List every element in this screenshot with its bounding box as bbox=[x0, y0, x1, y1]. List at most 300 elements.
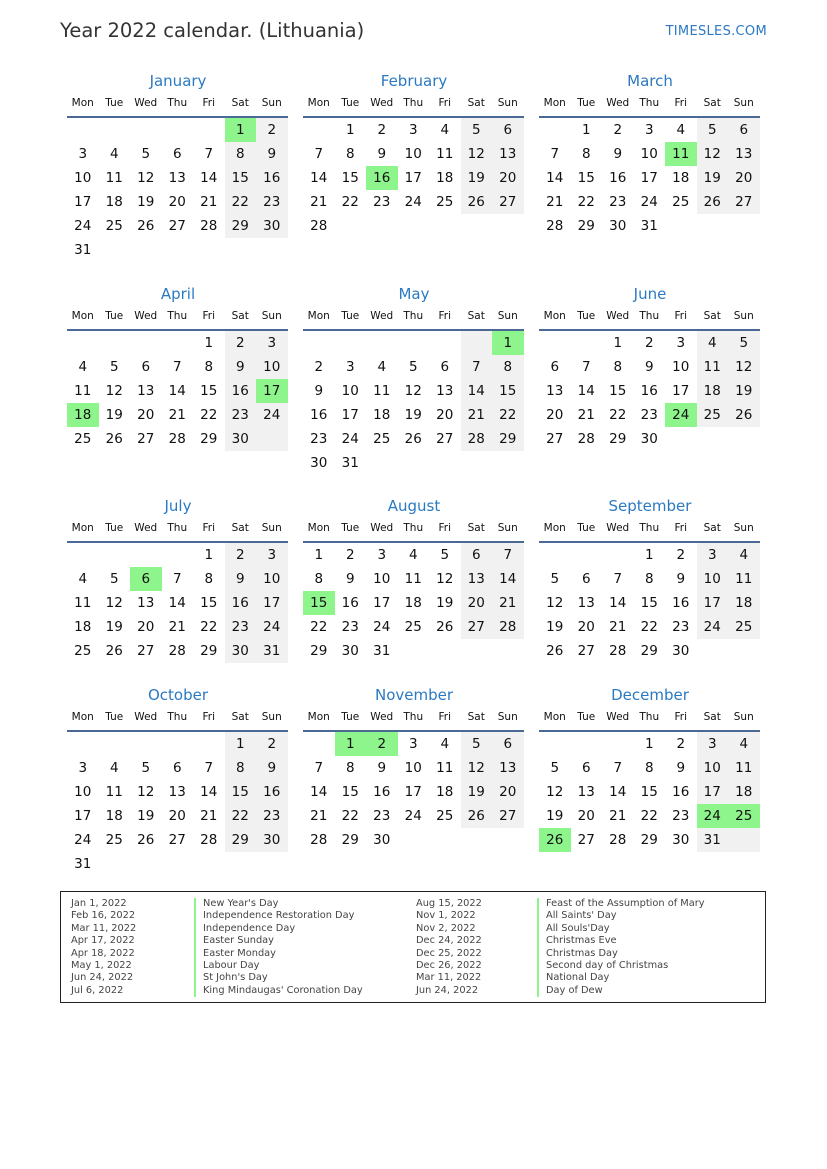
day-cell[interactable]: 7 bbox=[204, 760, 214, 776]
day-cell[interactable]: 6 bbox=[503, 122, 513, 138]
day-cell[interactable]: 19 bbox=[404, 407, 422, 423]
day-cell[interactable]: 26 bbox=[436, 619, 454, 635]
day-cell[interactable]: 28 bbox=[200, 832, 218, 848]
day-cell[interactable]: 29 bbox=[640, 832, 658, 848]
day-cell[interactable]: 27 bbox=[467, 619, 485, 635]
day-cell[interactable]: 6 bbox=[172, 760, 182, 776]
day-cell[interactable]: 9 bbox=[377, 760, 387, 776]
day-cell[interactable]: 28 bbox=[310, 832, 328, 848]
day-cell[interactable]: 29 bbox=[310, 643, 328, 659]
day-cell[interactable]: 17 bbox=[74, 194, 92, 210]
day-cell[interactable]: 28 bbox=[168, 431, 186, 447]
day-cell[interactable]: 8 bbox=[314, 571, 324, 587]
day-cell[interactable]: 29 bbox=[231, 218, 249, 234]
day-cell[interactable]: 3 bbox=[78, 760, 88, 776]
day-cell[interactable]: 18 bbox=[436, 170, 454, 186]
day-cell[interactable]: 16 bbox=[263, 170, 281, 186]
day-cell[interactable]: 4 bbox=[109, 760, 119, 776]
day-cell[interactable]: 7 bbox=[503, 547, 513, 563]
day-cell[interactable]: 10 bbox=[404, 146, 422, 162]
day-cell[interactable]: 28 bbox=[609, 832, 627, 848]
day-cell[interactable]: 19 bbox=[137, 194, 155, 210]
day-cell[interactable]: 8 bbox=[204, 571, 214, 587]
day-cell[interactable]: 27 bbox=[137, 431, 155, 447]
day-cell[interactable]: 23 bbox=[640, 407, 658, 423]
day-cell[interactable]: 21 bbox=[499, 595, 517, 611]
day-cell[interactable]: 16 bbox=[310, 407, 328, 423]
day-cell[interactable]: 4 bbox=[408, 547, 418, 563]
day-cell[interactable]: 9 bbox=[235, 359, 245, 375]
day-cell[interactable]: 13 bbox=[499, 146, 517, 162]
day-cell[interactable]: 15 bbox=[231, 170, 249, 186]
day-cell[interactable]: 29 bbox=[200, 431, 218, 447]
day-cell[interactable]: 23 bbox=[263, 194, 281, 210]
day-cell[interactable]: 27 bbox=[436, 431, 454, 447]
day-cell[interactable]: 28 bbox=[499, 619, 517, 635]
holiday-day-cell[interactable]: 16 bbox=[366, 166, 398, 190]
day-cell[interactable]: 19 bbox=[735, 383, 753, 399]
day-cell[interactable]: 7 bbox=[471, 359, 481, 375]
day-cell[interactable]: 29 bbox=[200, 643, 218, 659]
day-cell[interactable]: 12 bbox=[546, 784, 564, 800]
day-cell[interactable]: 27 bbox=[168, 832, 186, 848]
holiday-day-cell[interactable]: 18 bbox=[67, 403, 99, 427]
day-cell[interactable]: 17 bbox=[373, 595, 391, 611]
day-cell[interactable]: 25 bbox=[373, 431, 391, 447]
day-cell[interactable]: 27 bbox=[735, 194, 753, 210]
day-cell[interactable]: 26 bbox=[467, 194, 485, 210]
day-cell[interactable]: 5 bbox=[471, 122, 481, 138]
day-cell[interactable]: 15 bbox=[609, 383, 627, 399]
day-cell[interactable]: 3 bbox=[676, 335, 686, 351]
day-cell[interactable]: 25 bbox=[74, 643, 92, 659]
day-cell[interactable]: 9 bbox=[345, 571, 355, 587]
day-cell[interactable]: 22 bbox=[640, 808, 658, 824]
holiday-day-cell[interactable]: 1 bbox=[225, 118, 257, 142]
day-cell[interactable]: 4 bbox=[440, 736, 450, 752]
day-cell[interactable]: 5 bbox=[109, 571, 119, 587]
day-cell[interactable]: 8 bbox=[204, 359, 214, 375]
day-cell[interactable]: 13 bbox=[735, 146, 753, 162]
day-cell[interactable]: 20 bbox=[168, 808, 186, 824]
day-cell[interactable]: 13 bbox=[577, 595, 595, 611]
day-cell[interactable]: 31 bbox=[263, 643, 281, 659]
day-cell[interactable]: 29 bbox=[499, 431, 517, 447]
day-cell[interactable]: 6 bbox=[440, 359, 450, 375]
day-cell[interactable]: 27 bbox=[577, 832, 595, 848]
holiday-day-cell[interactable]: 24 bbox=[697, 804, 729, 828]
day-cell[interactable]: 12 bbox=[105, 383, 123, 399]
day-cell[interactable]: 11 bbox=[436, 760, 454, 776]
day-cell[interactable]: 22 bbox=[200, 619, 218, 635]
day-cell[interactable]: 23 bbox=[310, 431, 328, 447]
day-cell[interactable]: 17 bbox=[703, 595, 721, 611]
day-cell[interactable]: 8 bbox=[613, 359, 623, 375]
day-cell[interactable]: 23 bbox=[373, 808, 391, 824]
day-cell[interactable]: 30 bbox=[263, 832, 281, 848]
day-cell[interactable]: 18 bbox=[735, 784, 753, 800]
day-cell[interactable]: 30 bbox=[341, 643, 359, 659]
day-cell[interactable]: 9 bbox=[676, 571, 686, 587]
day-cell[interactable]: 2 bbox=[267, 736, 277, 752]
day-cell[interactable]: 21 bbox=[609, 808, 627, 824]
day-cell[interactable]: 22 bbox=[577, 194, 595, 210]
day-cell[interactable]: 18 bbox=[373, 407, 391, 423]
holiday-day-cell[interactable]: 1 bbox=[492, 331, 524, 355]
day-cell[interactable]: 14 bbox=[310, 170, 328, 186]
day-cell[interactable]: 25 bbox=[672, 194, 690, 210]
day-cell[interactable]: 22 bbox=[640, 619, 658, 635]
day-cell[interactable]: 25 bbox=[74, 431, 92, 447]
day-cell[interactable]: 29 bbox=[640, 643, 658, 659]
day-cell[interactable]: 13 bbox=[168, 784, 186, 800]
day-cell[interactable]: 11 bbox=[735, 571, 753, 587]
day-cell[interactable]: 4 bbox=[707, 335, 717, 351]
day-cell[interactable]: 23 bbox=[231, 619, 249, 635]
day-cell[interactable]: 30 bbox=[609, 218, 627, 234]
day-cell[interactable]: 31 bbox=[74, 856, 92, 872]
day-cell[interactable]: 18 bbox=[105, 808, 123, 824]
day-cell[interactable]: 27 bbox=[546, 431, 564, 447]
day-cell[interactable]: 7 bbox=[314, 760, 324, 776]
holiday-day-cell[interactable]: 11 bbox=[665, 142, 697, 166]
day-cell[interactable]: 17 bbox=[74, 808, 92, 824]
day-cell[interactable]: 2 bbox=[676, 547, 686, 563]
day-cell[interactable]: 17 bbox=[263, 595, 281, 611]
day-cell[interactable]: 21 bbox=[577, 407, 595, 423]
day-cell[interactable]: 12 bbox=[467, 760, 485, 776]
day-cell[interactable]: 7 bbox=[172, 571, 182, 587]
day-cell[interactable]: 8 bbox=[644, 760, 654, 776]
day-cell[interactable]: 24 bbox=[404, 194, 422, 210]
day-cell[interactable]: 5 bbox=[707, 122, 717, 138]
day-cell[interactable]: 6 bbox=[503, 736, 513, 752]
day-cell[interactable]: 17 bbox=[672, 383, 690, 399]
holiday-day-cell[interactable]: 24 bbox=[665, 403, 697, 427]
day-cell[interactable]: 4 bbox=[739, 547, 749, 563]
day-cell[interactable]: 23 bbox=[231, 407, 249, 423]
day-cell[interactable]: 21 bbox=[310, 194, 328, 210]
day-cell[interactable]: 26 bbox=[467, 808, 485, 824]
day-cell[interactable]: 14 bbox=[310, 784, 328, 800]
day-cell[interactable]: 30 bbox=[640, 431, 658, 447]
holiday-day-cell[interactable]: 2 bbox=[366, 732, 398, 756]
day-cell[interactable]: 22 bbox=[499, 407, 517, 423]
day-cell[interactable]: 16 bbox=[373, 784, 391, 800]
day-cell[interactable]: 4 bbox=[109, 146, 119, 162]
day-cell[interactable]: 2 bbox=[676, 736, 686, 752]
day-cell[interactable]: 21 bbox=[168, 619, 186, 635]
day-cell[interactable]: 3 bbox=[267, 335, 277, 351]
day-cell[interactable]: 25 bbox=[735, 619, 753, 635]
holiday-day-cell[interactable]: 26 bbox=[539, 828, 571, 852]
day-cell[interactable]: 26 bbox=[137, 218, 155, 234]
day-cell[interactable]: 8 bbox=[235, 760, 245, 776]
day-cell[interactable]: 19 bbox=[137, 808, 155, 824]
day-cell[interactable]: 21 bbox=[200, 194, 218, 210]
day-cell[interactable]: 14 bbox=[546, 170, 564, 186]
day-cell[interactable]: 10 bbox=[703, 571, 721, 587]
day-cell[interactable]: 29 bbox=[341, 832, 359, 848]
day-cell[interactable]: 23 bbox=[263, 808, 281, 824]
day-cell[interactable]: 6 bbox=[172, 146, 182, 162]
day-cell[interactable]: 15 bbox=[341, 784, 359, 800]
day-cell[interactable]: 19 bbox=[105, 407, 123, 423]
day-cell[interactable]: 10 bbox=[263, 571, 281, 587]
day-cell[interactable]: 7 bbox=[613, 760, 623, 776]
day-cell[interactable]: 30 bbox=[231, 431, 249, 447]
day-cell[interactable]: 12 bbox=[137, 784, 155, 800]
day-cell[interactable]: 24 bbox=[640, 194, 658, 210]
day-cell[interactable]: 26 bbox=[703, 194, 721, 210]
day-cell[interactable]: 29 bbox=[609, 431, 627, 447]
day-cell[interactable]: 11 bbox=[436, 146, 454, 162]
day-cell[interactable]: 21 bbox=[168, 407, 186, 423]
day-cell[interactable]: 14 bbox=[609, 784, 627, 800]
day-cell[interactable]: 18 bbox=[404, 595, 422, 611]
day-cell[interactable]: 6 bbox=[739, 122, 749, 138]
day-cell[interactable]: 21 bbox=[609, 619, 627, 635]
day-cell[interactable]: 19 bbox=[436, 595, 454, 611]
day-cell[interactable]: 24 bbox=[263, 407, 281, 423]
day-cell[interactable]: 13 bbox=[499, 760, 517, 776]
day-cell[interactable]: 19 bbox=[105, 619, 123, 635]
day-cell[interactable]: 7 bbox=[581, 359, 591, 375]
day-cell[interactable]: 24 bbox=[341, 431, 359, 447]
day-cell[interactable]: 15 bbox=[200, 595, 218, 611]
day-cell[interactable]: 3 bbox=[408, 736, 418, 752]
day-cell[interactable]: 8 bbox=[345, 760, 355, 776]
day-cell[interactable]: 27 bbox=[137, 643, 155, 659]
day-cell[interactable]: 3 bbox=[345, 359, 355, 375]
day-cell[interactable]: 20 bbox=[168, 194, 186, 210]
day-cell[interactable]: 26 bbox=[404, 431, 422, 447]
day-cell[interactable]: 4 bbox=[78, 359, 88, 375]
day-cell[interactable]: 27 bbox=[577, 643, 595, 659]
day-cell[interactable]: 2 bbox=[377, 122, 387, 138]
day-cell[interactable]: 20 bbox=[546, 407, 564, 423]
day-cell[interactable]: 2 bbox=[345, 547, 355, 563]
day-cell[interactable]: 24 bbox=[703, 619, 721, 635]
day-cell[interactable]: 11 bbox=[735, 760, 753, 776]
day-cell[interactable]: 16 bbox=[263, 784, 281, 800]
day-cell[interactable]: 31 bbox=[640, 218, 658, 234]
day-cell[interactable]: 14 bbox=[168, 383, 186, 399]
day-cell[interactable]: 20 bbox=[577, 619, 595, 635]
day-cell[interactable]: 14 bbox=[200, 170, 218, 186]
day-cell[interactable]: 23 bbox=[373, 194, 391, 210]
day-cell[interactable]: 11 bbox=[404, 571, 422, 587]
day-cell[interactable]: 21 bbox=[546, 194, 564, 210]
day-cell[interactable]: 27 bbox=[499, 194, 517, 210]
day-cell[interactable]: 30 bbox=[373, 832, 391, 848]
day-cell[interactable]: 28 bbox=[200, 218, 218, 234]
day-cell[interactable]: 9 bbox=[267, 146, 277, 162]
day-cell[interactable]: 26 bbox=[546, 643, 564, 659]
day-cell[interactable]: 25 bbox=[436, 194, 454, 210]
day-cell[interactable]: 1 bbox=[204, 335, 214, 351]
day-cell[interactable]: 24 bbox=[74, 218, 92, 234]
day-cell[interactable]: 6 bbox=[581, 760, 591, 776]
day-cell[interactable]: 28 bbox=[577, 431, 595, 447]
day-cell[interactable]: 1 bbox=[613, 335, 623, 351]
day-cell[interactable]: 13 bbox=[137, 595, 155, 611]
day-cell[interactable]: 7 bbox=[314, 146, 324, 162]
day-cell[interactable]: 10 bbox=[341, 383, 359, 399]
day-cell[interactable]: 24 bbox=[373, 619, 391, 635]
day-cell[interactable]: 2 bbox=[314, 359, 324, 375]
day-cell[interactable]: 28 bbox=[310, 218, 328, 234]
day-cell[interactable]: 11 bbox=[703, 359, 721, 375]
day-cell[interactable]: 11 bbox=[74, 383, 92, 399]
day-cell[interactable]: 29 bbox=[577, 218, 595, 234]
day-cell[interactable]: 24 bbox=[263, 619, 281, 635]
day-cell[interactable]: 5 bbox=[141, 760, 151, 776]
day-cell[interactable]: 14 bbox=[200, 784, 218, 800]
day-cell[interactable]: 31 bbox=[341, 455, 359, 471]
day-cell[interactable]: 8 bbox=[235, 146, 245, 162]
day-cell[interactable]: 18 bbox=[105, 194, 123, 210]
day-cell[interactable]: 5 bbox=[471, 736, 481, 752]
day-cell[interactable]: 3 bbox=[377, 547, 387, 563]
day-cell[interactable]: 22 bbox=[341, 808, 359, 824]
day-cell[interactable]: 23 bbox=[341, 619, 359, 635]
day-cell[interactable]: 21 bbox=[200, 808, 218, 824]
day-cell[interactable]: 7 bbox=[613, 571, 623, 587]
day-cell[interactable]: 11 bbox=[105, 784, 123, 800]
day-cell[interactable]: 1 bbox=[204, 547, 214, 563]
day-cell[interactable]: 17 bbox=[341, 407, 359, 423]
day-cell[interactable]: 20 bbox=[735, 170, 753, 186]
day-cell[interactable]: 30 bbox=[672, 643, 690, 659]
day-cell[interactable]: 28 bbox=[467, 431, 485, 447]
day-cell[interactable]: 5 bbox=[408, 359, 418, 375]
day-cell[interactable]: 5 bbox=[739, 335, 749, 351]
day-cell[interactable]: 20 bbox=[499, 170, 517, 186]
day-cell[interactable]: 26 bbox=[137, 832, 155, 848]
day-cell[interactable]: 15 bbox=[499, 383, 517, 399]
day-cell[interactable]: 16 bbox=[341, 595, 359, 611]
day-cell[interactable]: 22 bbox=[231, 194, 249, 210]
day-cell[interactable]: 3 bbox=[267, 547, 277, 563]
day-cell[interactable]: 5 bbox=[109, 359, 119, 375]
day-cell[interactable]: 6 bbox=[550, 359, 560, 375]
day-cell[interactable]: 9 bbox=[613, 146, 623, 162]
day-cell[interactable]: 27 bbox=[499, 808, 517, 824]
day-cell[interactable]: 5 bbox=[440, 547, 450, 563]
day-cell[interactable]: 22 bbox=[310, 619, 328, 635]
day-cell[interactable]: 20 bbox=[499, 784, 517, 800]
holiday-day-cell[interactable]: 17 bbox=[256, 379, 288, 403]
day-cell[interactable]: 5 bbox=[141, 146, 151, 162]
day-cell[interactable]: 16 bbox=[672, 595, 690, 611]
day-cell[interactable]: 10 bbox=[74, 784, 92, 800]
day-cell[interactable]: 31 bbox=[74, 242, 92, 258]
day-cell[interactable]: 1 bbox=[345, 122, 355, 138]
day-cell[interactable]: 8 bbox=[581, 146, 591, 162]
day-cell[interactable]: 20 bbox=[137, 407, 155, 423]
day-cell[interactable]: 12 bbox=[105, 595, 123, 611]
day-cell[interactable]: 16 bbox=[231, 383, 249, 399]
day-cell[interactable]: 13 bbox=[546, 383, 564, 399]
day-cell[interactable]: 30 bbox=[310, 455, 328, 471]
day-cell[interactable]: 14 bbox=[609, 595, 627, 611]
day-cell[interactable]: 19 bbox=[546, 808, 564, 824]
day-cell[interactable]: 14 bbox=[499, 571, 517, 587]
day-cell[interactable]: 19 bbox=[703, 170, 721, 186]
day-cell[interactable]: 30 bbox=[263, 218, 281, 234]
day-cell[interactable]: 10 bbox=[640, 146, 658, 162]
day-cell[interactable]: 25 bbox=[436, 808, 454, 824]
day-cell[interactable]: 12 bbox=[467, 146, 485, 162]
day-cell[interactable]: 13 bbox=[467, 571, 485, 587]
day-cell[interactable]: 20 bbox=[137, 619, 155, 635]
day-cell[interactable]: 11 bbox=[373, 383, 391, 399]
day-cell[interactable]: 9 bbox=[267, 760, 277, 776]
day-cell[interactable]: 6 bbox=[141, 359, 151, 375]
day-cell[interactable]: 1 bbox=[235, 736, 245, 752]
day-cell[interactable]: 3 bbox=[707, 547, 717, 563]
day-cell[interactable]: 23 bbox=[672, 619, 690, 635]
day-cell[interactable]: 16 bbox=[609, 170, 627, 186]
day-cell[interactable]: 16 bbox=[672, 784, 690, 800]
day-cell[interactable]: 12 bbox=[703, 146, 721, 162]
day-cell[interactable]: 19 bbox=[546, 619, 564, 635]
day-cell[interactable]: 25 bbox=[105, 832, 123, 848]
day-cell[interactable]: 25 bbox=[404, 619, 422, 635]
day-cell[interactable]: 21 bbox=[310, 808, 328, 824]
holiday-day-cell[interactable]: 25 bbox=[728, 804, 760, 828]
day-cell[interactable]: 26 bbox=[105, 431, 123, 447]
day-cell[interactable]: 9 bbox=[314, 383, 324, 399]
day-cell[interactable]: 24 bbox=[404, 808, 422, 824]
day-cell[interactable]: 1 bbox=[314, 547, 324, 563]
day-cell[interactable]: 23 bbox=[672, 808, 690, 824]
day-cell[interactable]: 12 bbox=[546, 595, 564, 611]
day-cell[interactable]: 6 bbox=[471, 547, 481, 563]
day-cell[interactable]: 4 bbox=[440, 122, 450, 138]
day-cell[interactable]: 15 bbox=[200, 383, 218, 399]
day-cell[interactable]: 10 bbox=[672, 359, 690, 375]
day-cell[interactable]: 16 bbox=[640, 383, 658, 399]
day-cell[interactable]: 3 bbox=[707, 736, 717, 752]
day-cell[interactable]: 15 bbox=[640, 595, 658, 611]
day-cell[interactable]: 25 bbox=[703, 407, 721, 423]
holiday-day-cell[interactable]: 6 bbox=[130, 567, 162, 591]
day-cell[interactable]: 26 bbox=[735, 407, 753, 423]
day-cell[interactable]: 22 bbox=[200, 407, 218, 423]
day-cell[interactable]: 1 bbox=[581, 122, 591, 138]
day-cell[interactable]: 13 bbox=[168, 170, 186, 186]
day-cell[interactable]: 14 bbox=[168, 595, 186, 611]
day-cell[interactable]: 23 bbox=[609, 194, 627, 210]
day-cell[interactable]: 19 bbox=[467, 170, 485, 186]
day-cell[interactable]: 30 bbox=[672, 832, 690, 848]
day-cell[interactable]: 17 bbox=[703, 784, 721, 800]
day-cell[interactable]: 17 bbox=[404, 784, 422, 800]
day-cell[interactable]: 17 bbox=[404, 170, 422, 186]
day-cell[interactable]: 30 bbox=[231, 643, 249, 659]
day-cell[interactable]: 17 bbox=[640, 170, 658, 186]
day-cell[interactable]: 18 bbox=[703, 383, 721, 399]
day-cell[interactable]: 19 bbox=[467, 784, 485, 800]
day-cell[interactable]: 13 bbox=[577, 784, 595, 800]
day-cell[interactable]: 18 bbox=[735, 595, 753, 611]
day-cell[interactable]: 18 bbox=[74, 619, 92, 635]
day-cell[interactable]: 13 bbox=[137, 383, 155, 399]
day-cell[interactable]: 12 bbox=[137, 170, 155, 186]
day-cell[interactable]: 14 bbox=[577, 383, 595, 399]
